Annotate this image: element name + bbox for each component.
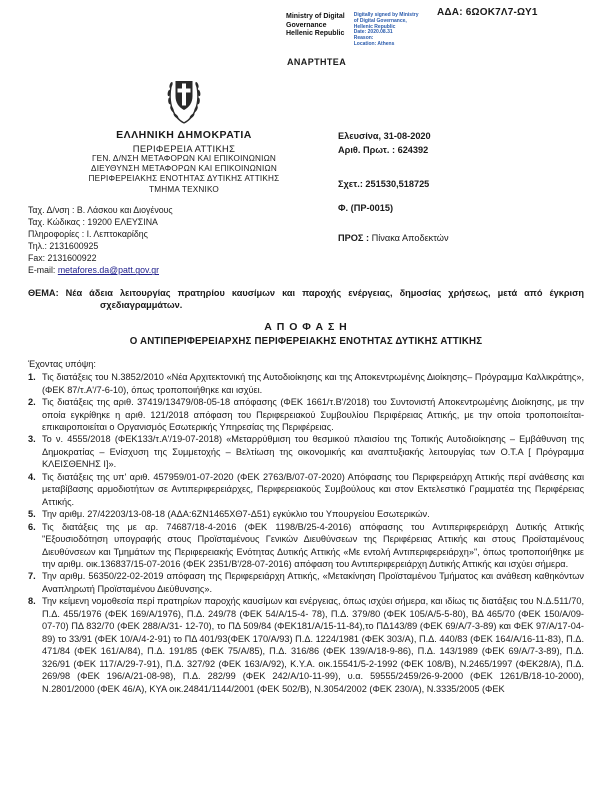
- item-number: 7.: [28, 571, 36, 582]
- stamp-ministry-text: [286, 13, 345, 39]
- greek-coat-of-arms-icon: [28, 72, 340, 126]
- item-text: Τις διατάξεις της με αρ. 74687/18-4-2016 (ΦΕΚ 1198/Β/25-4-2016) απόφασης του Αντιπεριφερειάρχη Δυτικής Αττικής "Εξουσιοδότηση υπογραφής στους Προϊσταμένους Γενικών Διευθύνσεων της Περιφέρειας Αττικής και στους Προϊσταμένους Διευθύνσεων και Τμημάτων της Περιφερειακής Ενότητας Δυτικής Αττικής «Με εντολή Αντιπεριφερειάρχη»", όπως τροποποιήθηκε με την αριθμ. οικ.136837/15-07-2016 (ΦΕΚ 2351/Β'/28-07-2016) απόφαση του Αντιπεριφερειάρχη Δυτικής Αττικής και ισχύει σήμερα.: [42, 521, 584, 569]
- agency-department: ΤΜΗΜΑ ΤΕΧΝΙΚΟ: [149, 184, 219, 194]
- list-item: [28, 570, 584, 595]
- agency-general-directorate: ΓΕΝ. Δ/ΝΣΗ ΜΕΤΑΦΟΡΩΝ ΚΑΙ ΕΠΙΚΟΙΝΩΝΙΩΝ: [91, 154, 277, 163]
- anartitea-label: ΑΝΑΡΤΗΤΕΑ: [287, 57, 347, 67]
- contact-email-row: [28, 264, 340, 276]
- list-item: [28, 521, 584, 571]
- list-item: [28, 371, 584, 396]
- recipient-row: [338, 233, 578, 243]
- recipient-label: ΠΡΟΣ :: [338, 233, 370, 243]
- item-number: 5.: [28, 509, 36, 520]
- protocol-number: Αριθ. Πρωτ. : 624392: [338, 145, 429, 155]
- decision-subtitle: Ο ΑΝΤΙΠΕΡΙΦΕΡΕΙΑΡΧΗΣ ΠΕΡΙΦΕΡΕΙΑΚΗΣ ΕΝΟΤΗΤΑΣ ΔΥΤΙΚΗΣ ΑΤΤΙΚΗΣ: [129, 336, 483, 348]
- preamble: Έχοντας υπόψη:: [28, 359, 96, 370]
- issuing-authority-block: [28, 72, 340, 276]
- contact-postal-code: Ταχ. Κώδικας : 19200 ΕΛΕΥΣΙΝΑ: [28, 216, 158, 227]
- stamp-signature-line: Location: Athens: [353, 40, 395, 47]
- stamp-ministry-line: Governance: [286, 21, 327, 29]
- related-numbers: Σχετ.: 251530,518725: [338, 179, 430, 189]
- stamp-signature-line: Digitally signed by Ministry: [353, 12, 419, 18]
- contact-address: Ταχ. Δ/νση : Β. Λάσκου και Διογένους: [28, 204, 173, 215]
- subject-text: Νέα άδεια λειτουργίας πρατηρίου καυσίμων και παροχής ενέργειας, δημοσίας χρήσεως, μετά από έγκριση σχεδιαγραμμάτων.: [65, 288, 584, 310]
- list-item: [28, 471, 584, 508]
- list-item: [28, 595, 584, 695]
- subject-line: [28, 288, 584, 311]
- contact-fax: Fax: 2131600922: [28, 253, 97, 264]
- decision-title: Α Π Ο Φ Α Σ Η: [264, 321, 348, 334]
- contact-info-person: Πληροφορίες : Ι. Λεπτοκαρίδης: [28, 229, 148, 239]
- stamp-signature-line: of Digital Governance,: [353, 17, 407, 24]
- list-item: [28, 433, 584, 470]
- document-body: [28, 288, 584, 695]
- file-reference: Φ. (ΠΡ-0015): [338, 203, 394, 213]
- item-text: Την κείμενη νομοθεσία περί πρατηρίων παροχής καυσίμων και ενέργειας, όπως ισχύει σήμερα, και ιδίως τις διατάξεις του Ν.Δ.511/70, Π.Δ. 455/1976 (ΦΕΚ 169/Α/1976), Π.Δ. 249/78 (ΦΕΚ 54/Α/15-4- 78), Π.Δ. 379/80 (ΦΕΚ 105/Α/5-5-80), ΒΔ 465/70 (ΦΕΚ 150/Α/09-07-70) ΠΔ 832/70 (ΦΕΚ 288/Α/31- 12-70), το ΠΔ 509/84 (ΦΕΚ181/Α/15-11-84),το ΠΔ143/89 (ΦΕΚ 69/Α/7-3-89) και ΦΕΚ 97/Α/17-04- 89) το 33/91 (ΦΕΚ 10/Α/4-2-91) το ΠΔ 401/93(ΦΕΚ 170/Α/93) Π.Δ. 1224/1981 (ΦΕΚ 303/Α), Π.Δ. 440/83 (ΦΕΚ 164/Α/16-11-83), Π.Δ. 471/84 (ΦΕΚ 161/Α/84), Π.Δ. 191/85 (ΦΕΚ 75/Α/85), Π.Δ. 316/86 (ΦΕΚ 139/Α/18-9-86), Π.Δ. 143/1989 (ΦΕΚ 69/Α/7-3-89), Π.Δ. 326/91 (ΦΕΚ 117/Α/29-7-91), Π.Δ. 327/92 (ΦΕΚ 163/Α/92), Κ.Υ.Α. οικ.15541/5-2-1992 (ΦΕΚ 108/Β), Ν.2465/1997 (ΦΕΚ28/Α), Π.Δ. 269/98 (ΦΕΚ 196/Α/21-08-98), Π.Δ. 282/99 (ΦΕΚ 242/Α/10-11-99), υ.α. 59555/2459/26-9-2000 (ΦΕΚ 1261/Β/18-10-2000), Ν.2801/2000 (ΦΕΚ 46/Α), ΚΥΑ οικ.24841/1144/2001 (ΦΕΚ 502/Β), Ν.3054/2002 (ΦΕΚ 230/Α), Ν.3335/2005 (ΦΕΚ: [42, 596, 584, 694]
- agency-region: ΠΕΡΙΦΕΡΕΙΑ ΑΤΤΙΚΗΣ: [132, 143, 236, 154]
- stamp-signature-text: [354, 13, 419, 48]
- item-text: Την αριθμ. 56350/22-02-2019 απόφαση της Περιφερειάρχη Αττικής, «Μετακίνηση Προϊσταμένου Τμήματος και ανάθεση καθηκόντων Αναπληρωτή Προϊσταμένου Διεύθυνσης».: [42, 571, 584, 594]
- item-text: Το ν. 4555/2018 (ΦΕΚ133/τ.Α'/19-07-2018) «Μεταρρύθμιση του θεσμικού πλαισίου της Τοπικής Αυτοδιοίκησης – Εμβάθυνση της Δημοκρατίας – Ενίσχυση της Συμμετοχής – Βελτίωση της οικονομικής και αναπτυξιακής λειτουργίας των Ο.Τ.Α [ Πρόγραμμα ΚΛΕΙΣΘΕΝΗΣ Ι]».: [42, 434, 584, 470]
- stamp-ministry-line: Hellenic Republic: [286, 30, 345, 38]
- agency-regional-unit: ΠΕΡΙΦΕΡΕΙΑΚΗΣ ΕΝΟΤΗΤΑΣ ΔΥΤΙΚΗΣ ΑΤΤΙΚΗΣ: [88, 174, 280, 184]
- email-label: E-mail:: [28, 265, 56, 276]
- item-text: Τις διατάξεις του Ν.3852/2010 «Νέα Αρχιτεκτονική της Αυτοδιοίκησης και της Αποκεντρωμένης Διοίκησης– Πρόγραμμα Καλλικράτης», (ΦΕΚ 87/τ.Α'/7-6-10), όπως τροποποιήθηκε και ισχύει.: [42, 372, 584, 395]
- stamp-signature-line: Reason:: [353, 35, 374, 42]
- item-number: 4.: [28, 471, 36, 482]
- item-number: 2.: [28, 397, 36, 408]
- place-and-date: Ελευσίνα, 31-08-2020: [338, 131, 431, 141]
- item-number: 6.: [28, 521, 36, 532]
- list-item: [28, 396, 584, 433]
- subject-label: ΘΕΜΑ:: [28, 288, 59, 298]
- item-text: Την αριθμ. 27/42203/13-08-18 (ΑΔΑ:6ΖΝ1465ΧΘ7-Δ51) εγκύκλιο του Υπουργείου Εσωτερικών.: [42, 509, 430, 520]
- item-number: 8.: [28, 596, 36, 607]
- recipient-value: Πίνακα Αποδεκτών: [371, 233, 449, 243]
- stamp-signature-line: Hellenic Republic: [353, 23, 396, 30]
- contact-block: [28, 204, 340, 277]
- stamp-signature-line: Date: 2020.08.31: [353, 29, 393, 36]
- agency-directorate: ΔΙΕΥΘΥΝΣΗ ΜΕΤΑΦΟΡΩΝ ΚΑΙ ΕΠΙΚΟΙΝΩΝΙΩΝ: [91, 164, 277, 174]
- item-text: Τις διατάξεις της υπ' αριθ. 457959/01-07-2020 (ΦΕΚ 2763/Β/07-07-2020) Απόφασης του Περιφερειάρχη Αττικής περί ανάθεσης και μεταβίβασης αρμοδιοτήτων σε Αντιπεριφερειάρχες, Περιφερειακούς Συμβούλους και στον Εκτελεστικό Γραμματέα της Περιφέρειας Αττικής.: [42, 471, 584, 507]
- stamp-ministry-line: Ministry of Digital: [286, 13, 345, 20]
- legal-basis-list: [28, 371, 584, 695]
- item-number: 1.: [28, 372, 36, 383]
- item-number: 3.: [28, 434, 36, 445]
- item-text: Τις διατάξεις της αριθ. 37419/13479/08-05-18 απόφασης (ΦΕΚ 1661/τ.Β'/2018) του Συντονιστή Αποκεντρωμένης Διοίκησης, με την οποία εγκρίθηκε η αριθ. 121/2018 απόφαση του Περιφερειακού Συμβουλίου Περιφέρειας Αττικής, με την οποία τροποποιείται-επικαιροποιείται ο Οργανισμός Εσωτερικής Υπηρεσίας της Περιφέρειας.: [42, 397, 584, 432]
- protocol-block: [338, 131, 578, 243]
- email-link[interactable]: metafores.da@patt.gov.gr: [57, 265, 160, 276]
- ada-code: ΑΔΑ: 6ΩΟΚ7Λ7-ΩΥ1: [437, 7, 538, 18]
- list-item: [28, 508, 584, 520]
- digital-signature-stamp: [286, 13, 418, 48]
- agency-country: ΕΛΛΗΝΙΚΗ ΔΗΜΟΚΡΑΤΙΑ: [116, 129, 252, 141]
- contact-phone: Τηλ.: 2131600925: [28, 241, 99, 252]
